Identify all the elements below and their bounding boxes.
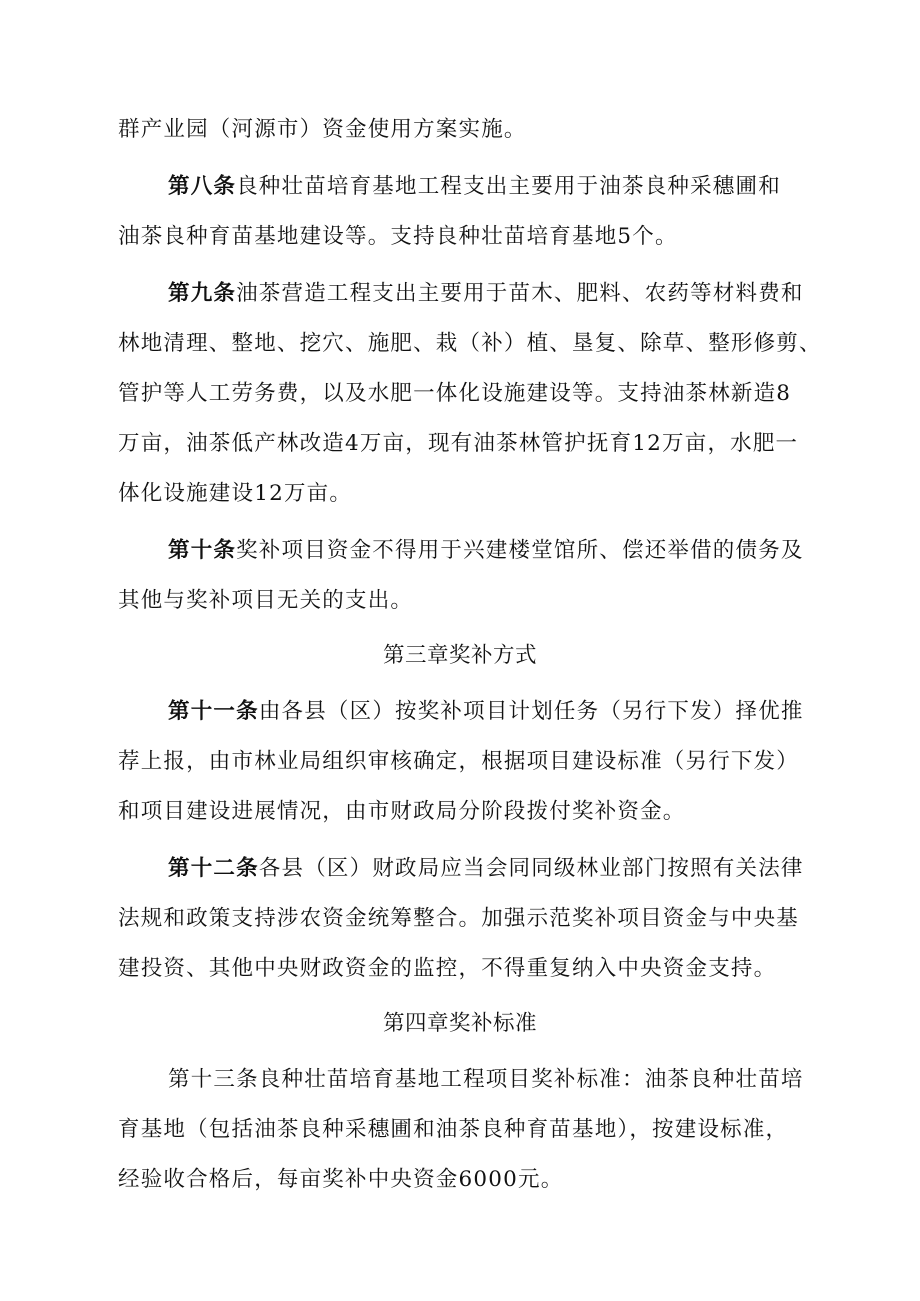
article-10-text: 其他与奖补项目无关的支出。 — [118, 588, 414, 613]
article-13-line-1 — [168, 1066, 804, 1094]
article-12-heading: 第十二条 — [168, 856, 259, 881]
text-line — [118, 1116, 788, 1144]
text-line — [118, 116, 527, 144]
article-12-text: 建投资、其他中央财政资金的监控，不得重复纳入中央资金支持。 — [118, 956, 777, 981]
text-line — [118, 430, 798, 458]
article-11-text: 和项目建设进展情况，由市财政局分阶段拨付奖补资金。 — [118, 799, 686, 824]
text-line — [118, 223, 678, 251]
text-line — [118, 330, 822, 358]
article-10-line-1 — [168, 537, 804, 565]
text-line — [118, 1166, 563, 1194]
article-9-heading: 第九条 — [168, 281, 237, 306]
article-9-line-1 — [168, 280, 804, 308]
article-9-text: 体化设施建设12万亩。 — [118, 481, 353, 506]
article-10-text: 奖补项目资金不得用于兴建楼堂馆所、偿还举借的债务及 — [236, 538, 804, 563]
article-8-text: 良种壮苗培育基地工程支出主要用于油茶良种采穗圃和 — [236, 174, 781, 199]
article-13-text: 经验收合格后，每亩奖补中央资金6000元。 — [118, 1167, 564, 1192]
text-line — [118, 587, 413, 615]
text-line — [118, 798, 686, 826]
article-13-text: 育基地（包括油茶良种采穗圃和油茶良种育苗基地），按建设标准， — [118, 1117, 789, 1142]
article-12-text: 各县（区）财政局应当会同同级林业部门按照有关法律 — [258, 856, 804, 881]
article-11-text: 荐上报，由市林业局组织审核确定，根据项目建设标准（另行下发） — [118, 749, 800, 774]
article-11-heading: 第十一条 — [168, 699, 259, 724]
article-12-line-1 — [168, 855, 804, 883]
text-line — [118, 905, 799, 933]
text-line — [118, 955, 776, 983]
article-8-heading: 第八条 — [168, 174, 237, 199]
chapter-3-heading: 第三章奖补方式 — [382, 643, 537, 668]
article-11-text: 由各县（区）按奖补项目计划任务（另行下发）择优推 — [258, 699, 804, 724]
chapter-4-heading: 第四章奖补标准 — [382, 1011, 537, 1036]
article-8-text: 油茶良种育苗基地建设等。支持良种壮苗培育基地5个。 — [118, 224, 678, 249]
article-11-line-1 — [168, 698, 804, 726]
article-9-text: 万亩，油茶低产林改造4万亩，现有油茶林管护抚育12万亩，水肥一 — [118, 431, 799, 456]
article-9-text: 林地清理、整地、挖穴、施肥、栽（补）植、垦复、除草、整形修剪、 — [118, 331, 822, 356]
article-13-text: 第十三条良种壮苗培育基地工程项目奖补标准：油茶良种壮苗培 — [168, 1067, 804, 1092]
paragraph-text: 群产业园（河源市）资金使用方案实施。 — [118, 117, 527, 142]
article-9-text: 油茶营造工程支出主要用于苗木、肥料、农药等材料费和 — [236, 281, 804, 306]
text-line — [118, 380, 791, 408]
article-12-text: 法规和政策支持涉农资金统筹整合。加强示范奖补项目资金与中央基 — [118, 906, 800, 931]
article-10-heading: 第十条 — [168, 538, 237, 563]
article-9-text: 管护等人工劳务费，以及水肥一体化设施建设等。支持油茶林新造8 — [118, 381, 792, 406]
article-8-line-1 — [168, 173, 781, 201]
text-line — [118, 748, 799, 776]
text-line — [118, 480, 352, 508]
